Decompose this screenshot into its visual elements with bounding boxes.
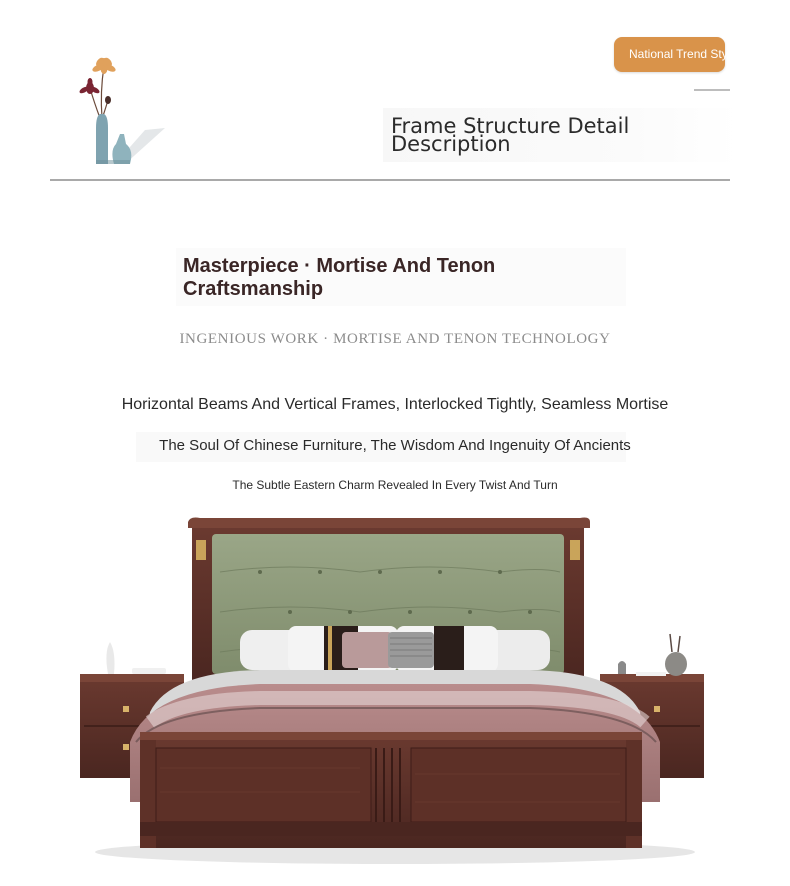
description-line-3: The Subtle Eastern Charm Revealed In Every Twist And Turn xyxy=(232,478,558,492)
style-badge-label: National Trend Style xyxy=(629,47,738,61)
bed-product-image xyxy=(60,512,730,872)
vase-flower-illustration xyxy=(70,52,170,172)
description-line-1: Horizontal Beams And Vertical Frames, Interlocked Tightly, Seamless Mortise xyxy=(121,396,669,413)
section-subheading: INGENIOUS WORK · MORTISE AND TENON TECHNOLOGY xyxy=(179,331,611,347)
decorative-rule xyxy=(694,89,730,91)
header-divider xyxy=(50,179,730,181)
description-line-2: The Soul Of Chinese Furniture, The Wisdom And Ingenuity Of Ancients xyxy=(159,437,631,454)
page-title: Frame Structure Detail Description xyxy=(391,114,630,156)
style-badge[interactable] xyxy=(614,37,738,72)
section-heading: Masterpiece · Mortise And Tenon Craftsmanship xyxy=(183,255,496,300)
